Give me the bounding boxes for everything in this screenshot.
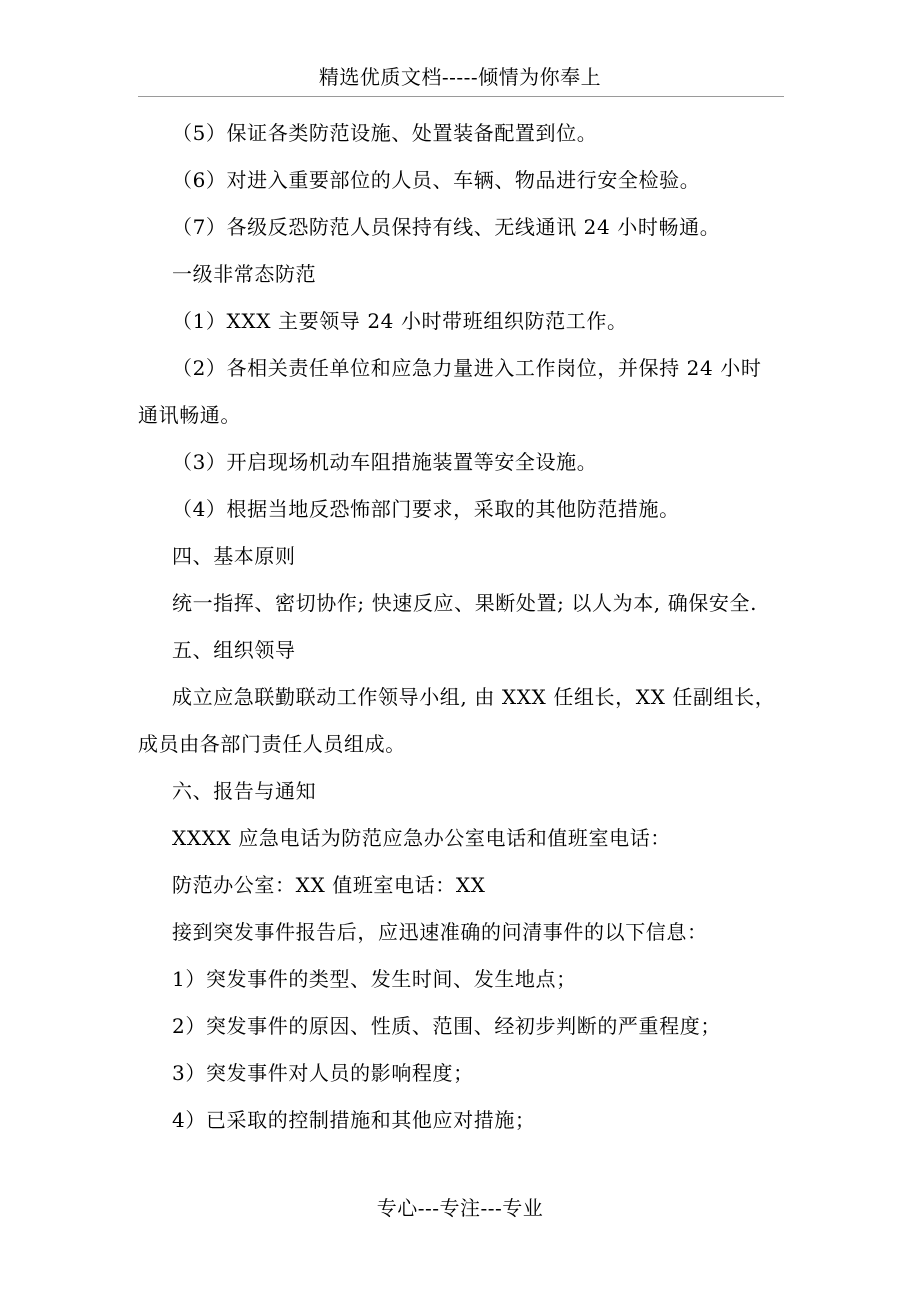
- paragraph-line: （3）开启现场机动车阻措施装置等安全设施。: [172, 450, 598, 474]
- paragraph-line: 统一指挥、密切协作; 快速反应、果断处置; 以人为本, 确保安全.: [172, 591, 758, 615]
- paragraph-line: （5）保证各类防范设施、处置装备配置到位。: [172, 121, 598, 145]
- list-item: 1）突发事件的类型、发生时间、发生地点；: [172, 967, 577, 991]
- paragraph-line: （2）各相关责任单位和应急力量进入工作岗位，并保持 24 小时: [172, 356, 762, 380]
- paragraph-line: 防范办公室：XX 值班室电话：XX: [172, 873, 486, 897]
- section-subheading: 一级非常态防范: [172, 262, 317, 286]
- list-item: 3）突发事件对人员的影响程度；: [172, 1061, 474, 1085]
- paragraph-line: （7）各级反恐防范人员保持有线、无线通讯 24 小时畅通。: [172, 215, 721, 239]
- paragraph-line: XXXX 应急电话为防范应急办公室电话和值班室电话：: [172, 826, 671, 850]
- paragraph-line: （6）对进入重要部位的人员、车辆、物品进行安全检验。: [172, 168, 701, 192]
- paragraph-line: 接到突发事件报告后，应迅速准确的问清事件的以下信息：: [172, 920, 708, 944]
- paragraph-line: （1）XXX 主要领导 24 小时带班组织防范工作。: [172, 309, 628, 333]
- section-heading: 四、基本原则: [172, 544, 296, 568]
- paragraph-line: 成立应急联勤联动工作领导小组, 由 XXX 任组长，XX 任副组长，: [172, 685, 776, 709]
- list-item: 2）突发事件的原因、性质、范围、经初步判断的严重程度；: [172, 1014, 721, 1038]
- list-item: 4）已采取的控制措施和其他应对措施；: [172, 1108, 536, 1132]
- paragraph-line: （4）根据当地反恐怖部门要求，采取的其他防范措施。: [172, 497, 680, 521]
- section-heading: 五、组织领导: [172, 638, 296, 662]
- header-divider: [138, 96, 784, 97]
- page-header: 精选优质文档-----倾情为你奉上: [318, 65, 602, 89]
- paragraph-line: 成员由各部门责任人员组成。: [138, 732, 406, 756]
- section-heading: 六、报告与通知: [172, 779, 317, 803]
- paragraph-line: 通讯畅通。: [138, 403, 241, 427]
- page-footer: 专心---专注---专业: [376, 1196, 544, 1220]
